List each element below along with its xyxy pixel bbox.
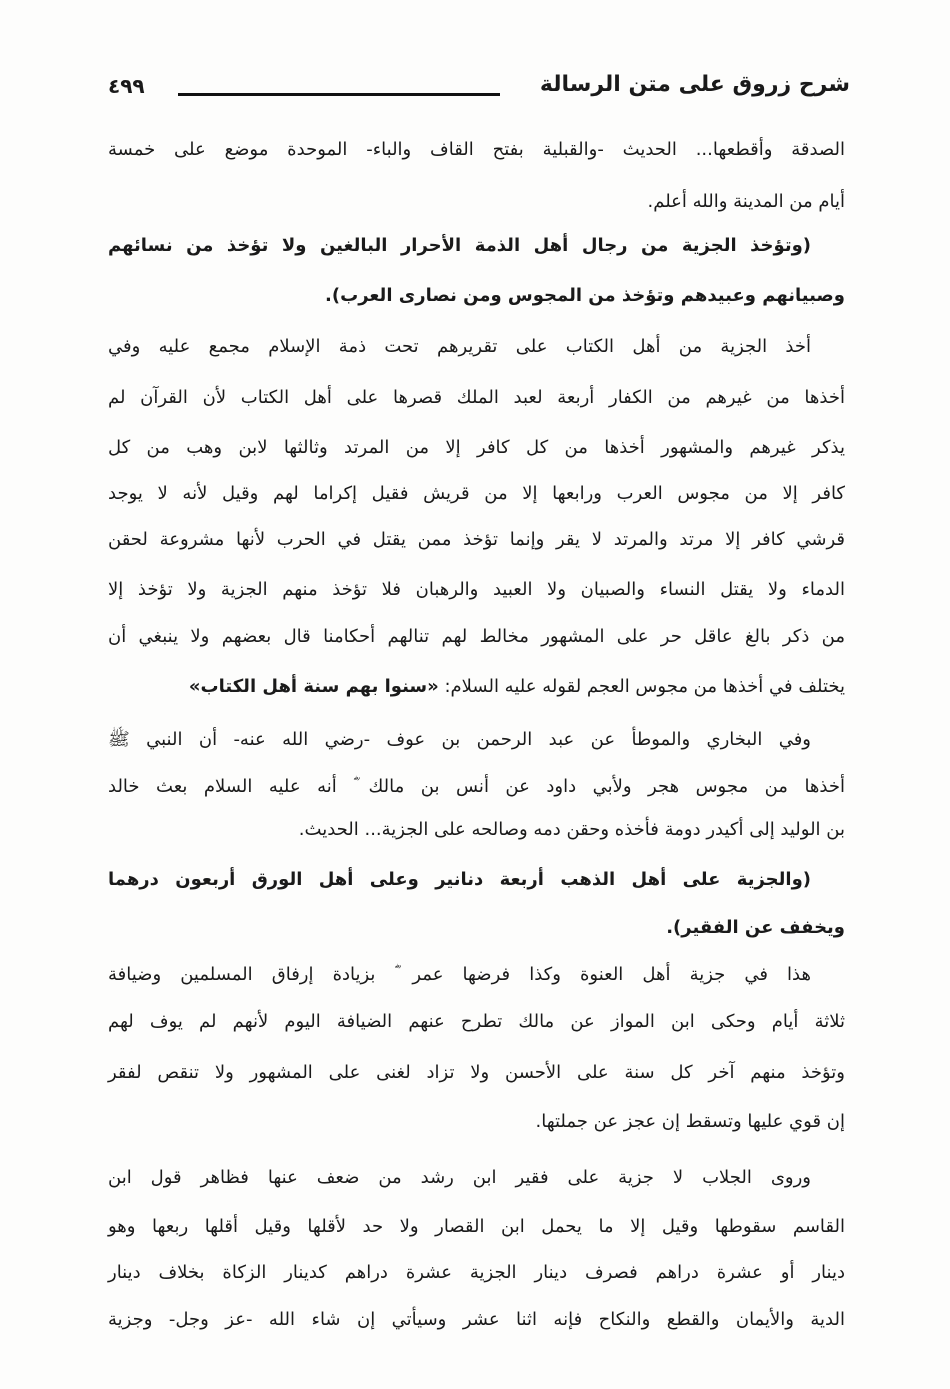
text-line: قرشي كافر إلا مرتد والمرتد لا يقر وإنما تؤخذ ممن يقتل في الحرب لأنها مشروعة لحقن [108, 529, 845, 550]
text-line: من ذكر بالغ عاقل حر على المشهور مخالط لهم تنالهم أحكامنا قال بعضهم ولا ينبغي أن [108, 626, 845, 647]
text-line: هذا في جزية أهل العنوة وكذا فرضها عمر ؓ بزيادة إرفاق المسلمين وضيافة [108, 964, 811, 985]
text-line: وفي البخاري والموطأ عن عبد الرحمن بن عوف -رضي الله عنه- أن النبي ﷺ [108, 729, 811, 750]
text-line: يذكر غيرهم والمشهور أخذها من كل كافر إلا من المرتد وثالثها لابن وهب من كل [108, 437, 845, 458]
text-line: القاسم سقوطها وقيل إلا ما يحمل ابن القصار ولا حد لأقلها وقيل أقلها ربعها وهو [108, 1216, 845, 1237]
matn-line: ويخفف عن الفقير). [666, 917, 845, 938]
text-line: وروى الجلاب لا جزية على فقير ابن رشد من ضعف عنها فظاهر قول ابن [108, 1167, 811, 1188]
hadith-quote: «سنوا بهم سنة أهل الكتاب» [188, 676, 439, 697]
text-line: أخذ الجزية من أهل الكتاب على تقريرهم تحت ذمة الإسلام مجمع عليه وفي [108, 336, 811, 357]
text-line: دينار أو عشرة دراهم فصرف دينار الجزية عشرة دراهم كدينار الزكاة بخلاف دينار [108, 1262, 845, 1283]
text-line: أخذها من غيرهم من الكفار أربعة لعبد الملك قصرها على أهل الكتاب لأن القرآن لم [108, 387, 845, 408]
matn-line: (والجزية على أهل الذهب أربعة دنانير وعلى أهل الورق أربعون درهما [108, 869, 811, 890]
page-number: ٤٩٩ [108, 74, 145, 98]
text-line: الدماء ولا يقتل النساء والصبيان ولا العبيد والرهبان فلا تؤخذ منهم الجزية ولا تؤخذ إلا [108, 579, 845, 600]
text-line: بن الوليد إلى أكيدر دومة فأخذه وحقن دمه وصالحه على الجزية... الحديث. [298, 819, 845, 840]
text-line: إن قوي عليها وتسقط إن عجز عن جملتها. [535, 1111, 845, 1132]
text-line: الدية والأيمان والقطع والنكاح فإنه اثنا عشر وسيأتي إن شاء الله -عز وجل- وجزية [108, 1309, 845, 1330]
text-line [108, 672, 845, 702]
text-line-part: يختلف في أخذها من مجوس العجم لقوله عليه السلام: [438, 676, 845, 697]
matn-line: وصبيانهم وعبيدهم وتؤخذ من المجوس ومن نصارى العرب). [325, 285, 845, 306]
text-line: أخذها من مجوس هجر ولأبي داود عن أنس بن مالك ؓ أنه عليه السلام بعث خالد [108, 776, 845, 797]
header-rule [178, 93, 500, 96]
book-title: شرح زروق على متن الرسالة [539, 72, 850, 97]
matn-line: (وتؤخذ الجزية من رجال أهل الذمة الأحرار البالغين ولا تؤخذ من نسائهم [108, 235, 811, 256]
text-line: أيام من المدينة والله أعلم. [647, 191, 845, 212]
text-line: الصدقة وأقطعها... الحديث -والقبلية بفتح القاف والباء- الموحدة موضع على خمسة [108, 139, 845, 160]
text-line: وتؤخذ منهم آخر كل سنة على الأحسن ولا تزاد لغنى على المشهور ولا تنقص لفقر [108, 1062, 845, 1083]
text-line: ثلاثة أيام وحكى ابن المواز عن مالك تطرح عنهم الضيافة اليوم لأنهم لم يوف لهم [108, 1011, 845, 1032]
text-line: كافر إلا من مجوس العرب ورابعها إلا من قريش فقيل إكراما لهم وقيل لأنه لا يوجد [108, 483, 845, 504]
